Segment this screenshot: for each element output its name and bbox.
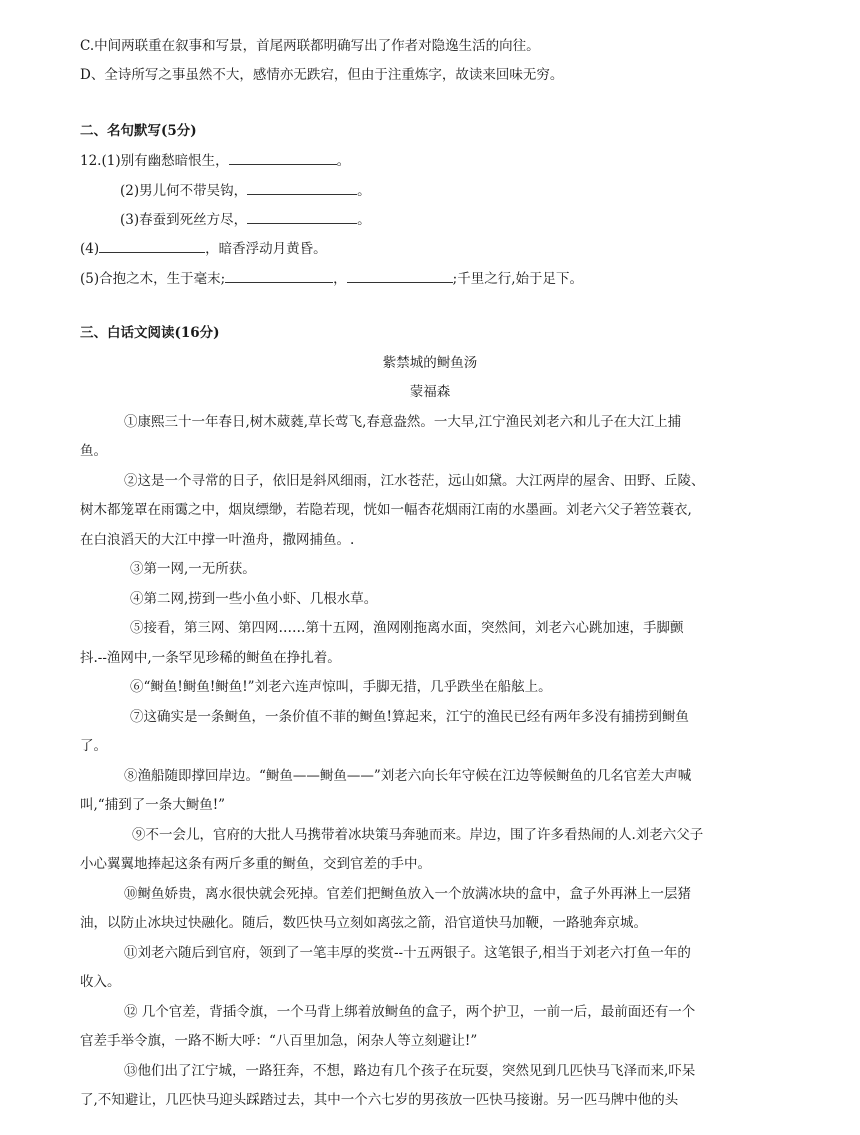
paragraph-line: ②这是一个寻常的日子，依旧是斜风细雨，江水苍茫，远山如黛。大江两岸的屋舍、田野、丘陵、 <box>124 473 705 489</box>
q1-end: 。 <box>336 153 351 169</box>
paragraph-line: ⑨不一会儿，官府的大批人马携带着冰块策马奔驰而来。岸边，围了许多看热闹的人.刘老六父子 <box>132 827 704 843</box>
paragraph-line: ⑬他们出了江宁城，一路狂奔，不想，路边有几个孩子在玩耍，突然见到几匹快马飞泽而来,吓呆 <box>124 1063 696 1079</box>
paragraph-line: ⑦这确实是一条鲥鱼，一条价值不菲的鲥鱼!算起来，江宁的渔民已经有两年多没有捕捞到鲥鱼 <box>130 709 689 725</box>
paragraph-line: ⑩鲥鱼娇贵，离水很快就会死掉。官差们把鲥鱼放入一个放满冰块的盒中，盒子外再淋上一层猪 <box>124 886 691 902</box>
q1-prompt: 12.(1)别有幽愁暗恨生， <box>80 153 229 169</box>
paragraph-line: ④第二网,捞到一些小鱼小虾、几根水草。 <box>130 591 378 607</box>
article-title: 紫禁城的鲥鱼汤 <box>382 355 478 371</box>
q3-answer-blank[interactable] <box>247 209 357 224</box>
paragraph-line: ③第一网,一无所获。 <box>130 561 256 577</box>
paragraph-line: 了。 <box>80 738 107 754</box>
paragraph-line: 在白浪滔天的大江中撑一叶渔舟，撒网捕鱼。. <box>80 532 355 548</box>
recitation-q3 <box>120 209 371 229</box>
q2-answer-blank[interactable] <box>247 180 357 195</box>
paragraph-line: ①康熙三十一年春日,树木葳蕤,草长莺飞,春意盎然。一大早,江宁渔民刘老六和儿子在大江上捕 <box>124 414 682 430</box>
paragraph-line: ⑫ 几个官差，背插令旗，一个马背上绑着放鲥鱼的盒子，两个护卫，一前一后，最前面还有一个 <box>124 1004 696 1020</box>
q5-answer-blank-2[interactable] <box>347 268 453 283</box>
paragraph-line: 鱼。 <box>80 443 107 459</box>
q5-prompt: (5)合抱之木，生于毫末; <box>80 271 226 287</box>
section3-heading: 三、白话文阅读(16分) <box>80 325 220 341</box>
paragraph-line: ⑤接看，第三网、第四网……第十五网，渔网刚拖离水面，突然间，刘老六心跳加速，手脚颤 <box>130 620 684 636</box>
paragraph-line: 了,不知避让，几匹快马迎头踩踏过去，其中一个六七岁的男孩放一匹快马接谢。另一匹马牌中他的头 <box>80 1092 679 1108</box>
q4-prompt: (4) <box>80 241 100 257</box>
recitation-q5 <box>80 268 583 288</box>
q4-end: ，暗香浮动月黄昏。 <box>205 241 327 257</box>
option-c: C.中间两联重在叙事和写景，首尾两联都明确写出了作者对隐逸生活的向往。 <box>80 38 540 54</box>
paragraph-line: 小心翼翼地捧起这条有两斤多重的鲥鱼，交到官差的手中。 <box>80 856 431 872</box>
q5-end: ;千里之行,始于足下。 <box>452 271 584 287</box>
paragraph-line: 抖.--渔网中,一条罕见珍稀的鲥鱼在挣扎着。 <box>80 650 341 666</box>
recitation-q2 <box>120 180 371 200</box>
paragraph-line: 叫,“捕到了一条大鲥鱼!” <box>80 797 226 813</box>
paragraph-line: 官差手举令旗，一路不断大呼：“八百里加急，闲杂人等立刻避让!” <box>80 1033 478 1049</box>
option-d: D、全诗所写之事虽然不大，感情亦无跌宕，但由于注重炼字，故读来回味无穷。 <box>80 67 564 83</box>
recitation-q1 <box>80 150 350 170</box>
paragraph-line: ⑪刘老六随后到官府，领到了一笔丰厚的奖赏--十五两银子。这笔银子,相当于刘老六打鱼一年的 <box>124 945 691 961</box>
q5-mid: ， <box>333 271 347 287</box>
paragraph-line: ⑥“鲥鱼!鲥鱼!鲥鱼!”刘老六连声惊叫，手脚无措，几乎跌坐在船舷上。 <box>130 679 552 695</box>
paragraph-line: ⑧渔船随即撑回岸边。“鲥鱼——鲥鱼——”刘老六向长年守候在江边等候鲥鱼的几名官差大声喊 <box>124 768 692 784</box>
q3-prompt: (3)春蚕到死丝方尽， <box>120 212 248 228</box>
q3-end: 。 <box>357 212 371 228</box>
q2-prompt: (2)男儿何不带吴钩， <box>120 183 248 199</box>
q5-answer-blank-1[interactable] <box>225 268 333 283</box>
paragraph-line: 收入。 <box>80 974 121 990</box>
q4-answer-blank[interactable] <box>99 238 205 253</box>
section2-heading: 二、名句默写(5分) <box>80 123 197 139</box>
q2-end: 。 <box>357 183 371 199</box>
article-author: 蒙福森 <box>409 384 451 400</box>
recitation-q4 <box>80 238 327 258</box>
paragraph-line: 油，以防止冰块过快融化。随后，数匹快马立刻如离弦之箭，沿官道快马加鞭，一路驰奔京城。 <box>80 915 647 931</box>
q1-answer-blank[interactable] <box>229 150 337 165</box>
paragraph-line: 树木都笼罩在雨霭之中，烟岚缥缈，若隐若现，恍如一幅杏花烟雨江南的水墨画。刘老六父子箬笠蓑衣, <box>80 502 692 518</box>
